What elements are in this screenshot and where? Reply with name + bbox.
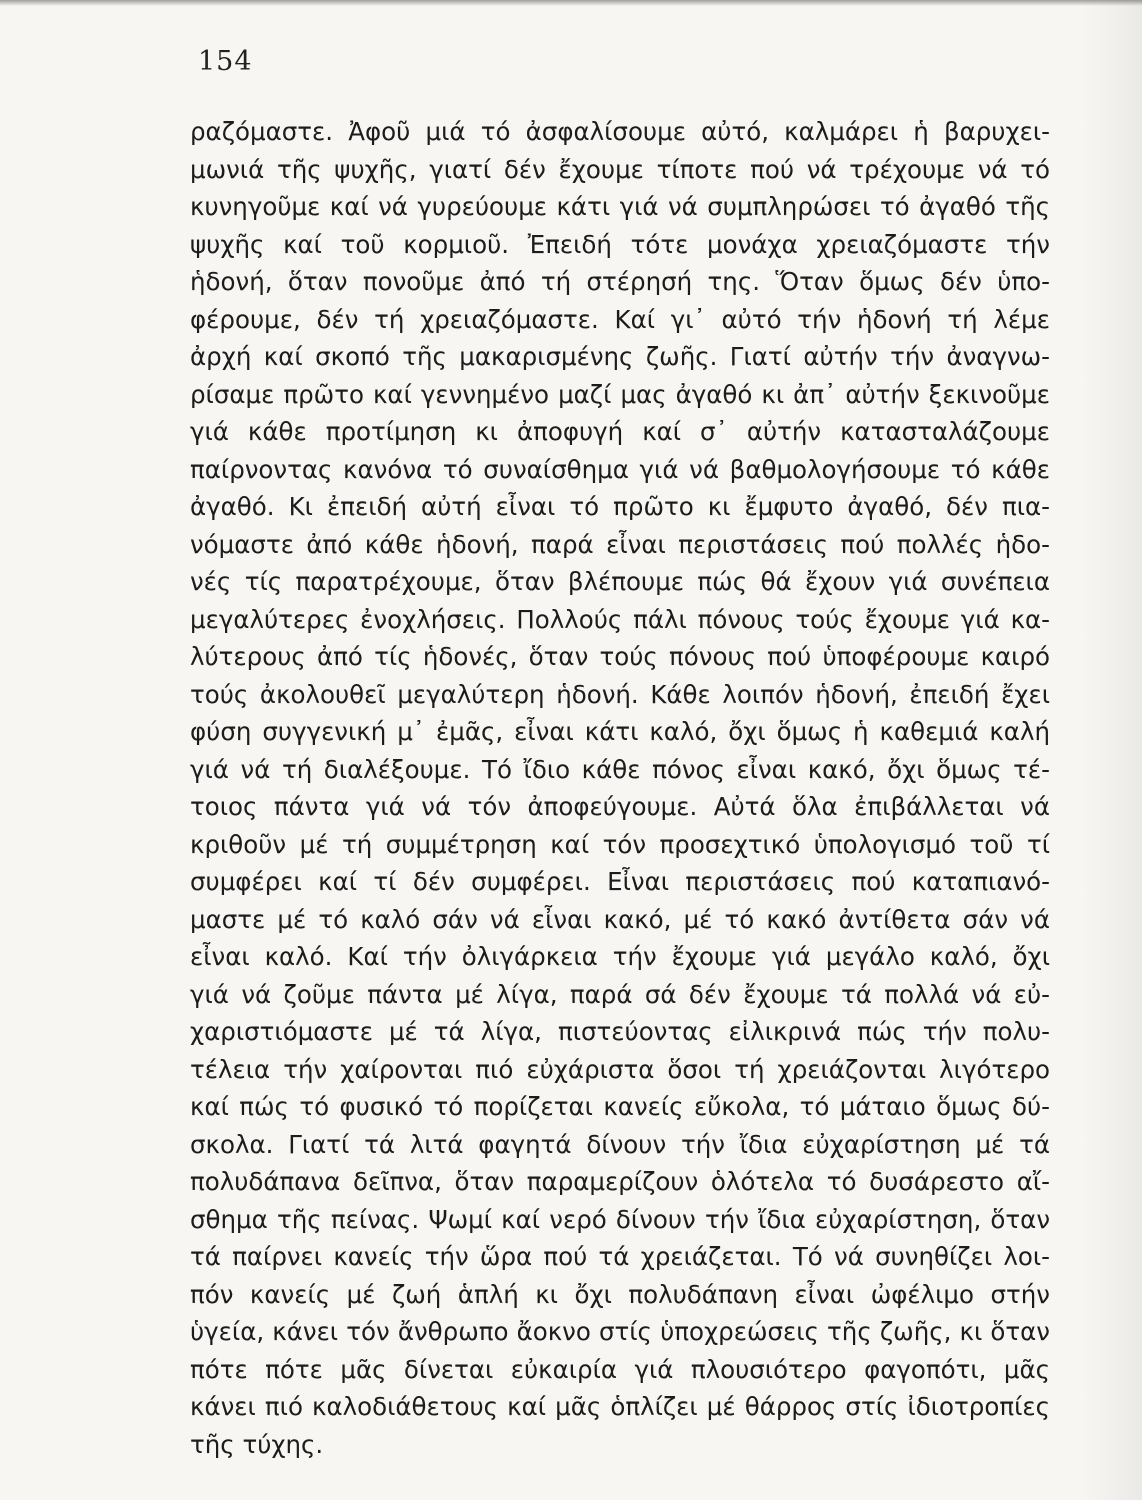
text-line: μωνιά τῆς ψυχῆς, γιατί δέν ἔχουμε τίποτε πού νά τρέχουμε νά τό: [190, 154, 1050, 184]
text-line: ψυχῆς καί τοῦ κορμιοῦ. Ἐπειδή τότε μονάχα χρειαζόμαστε τήν: [190, 229, 1050, 259]
text-line: σθημα τῆς πείνας. Ψωμί καί νερό δίνουν τήν ἴδια εὐχαρίστηση, ὅταν: [190, 1204, 1050, 1234]
text-line: γιά κάθε προτίμηση κι ἀποφυγή καί σ᾽ αὐτήν κατασταλάζουμε: [190, 417, 1050, 446]
text-line: τέλεια τήν χαίρονται πιό εὐχάριστα ὅσοι τή χρειάζονται λιγότερο: [190, 1054, 1050, 1084]
text-line: πόν κανείς μέ ζωή ἁπλή κι ὄχι πολυδάπανη εἶναι ὠφέλιμο στήν: [190, 1279, 1050, 1309]
text-line: λύτερους ἀπό τίς ἡδονές, ὅταν τούς πόνους πού ὑποφέρουμε καιρό: [190, 642, 1050, 671]
scan-top-edge: [0, 0, 1142, 6]
text-line: εἶναι καλό. Καί τήν ὀλιγάρκεια τήν ἔχουμε γιά μεγάλο καλό, ὄχι: [190, 942, 1050, 971]
text-line: φέρουμε, δέν τή χρειαζόμαστε. Καί γι᾽ αὐτό τήν ἡδονή τή λέμε: [190, 304, 1050, 334]
text-line: φύση συγγενική μ᾽ ἐμᾶς, εἶναι κάτι καλό, ὄχι ὅμως ἡ καθεμιά καλή: [190, 717, 1050, 746]
text-line: συμφέρει καί τί δέν συμφέρει. Εἶναι περιστάσεις πού καταπιανό-: [190, 867, 1050, 896]
text-line: νόμαστε ἀπό κάθε ἡδονή, παρά εἶναι περιστάσεις πού πολλές ἡδο-: [190, 529, 1050, 559]
text-line: κάνει πιό καλοδιάθετους καί μᾶς ὁπλίζει μέ θάρρος στίς ἰδιοτροπίες: [190, 1392, 1050, 1421]
text-line-last: τῆς τύχης.: [190, 1429, 324, 1459]
text-line: τοιος πάντα γιά νά τόν ἀποφεύγουμε. Αὐτά ὅλα ἐπιβάλλεται νά: [190, 792, 1050, 821]
text-line: καί πώς τό φυσικό τό πορίζεται κανείς εὔκολα, τό μάταιο ὅμως δύ-: [190, 1092, 1050, 1121]
text-line: ἡδονή, ὅταν πονοῦμε ἀπό τή στέρησή της. Ὅταν ὅμως δέν ὑπο-: [190, 267, 1050, 296]
text-line: μεγαλύτερες ἐνοχλήσεις. Πολλούς πάλι πόνους τούς ἔχουμε γιά κα-: [190, 604, 1050, 634]
text-line: παίρνοντας κανόνα τό συναίσθημα γιά νά βαθμολογήσουμε τό κάθε: [190, 454, 1050, 484]
text-line: κριθοῦν μέ τή συμμέτρηση καί τόν προσεχτικό ὑπολογισμό τοῦ τί: [190, 829, 1050, 859]
text-line: σκολα. Γιατί τά λιτά φαγητά δίνουν τήν ἴδια εὐχαρίστηση μέ τά: [190, 1129, 1050, 1159]
text-line: τά παίρνει κανείς τήν ὥρα πού τά χρειάζεται. Τό νά συνηθίζει λοι-: [190, 1242, 1050, 1271]
text-line: γιά νά ζοῦμε πάντα μέ λίγα, παρά σά δέν ἔχουμε τά πολλά νά εὐ-: [190, 979, 1050, 1009]
text-line: τούς ἀκολουθεῖ μεγαλύτερη ἡδονή. Κάθε λοιπόν ἡδονή, ἐπειδή ἔχει: [190, 679, 1050, 709]
text-line: κυνηγοῦμε καί νά γυρεύουμε κάτι γιά νά συμπληρώσει τό ἀγαθό τῆς: [190, 192, 1050, 221]
body-text: [190, 113, 1050, 1463]
text-line: πολυδάπανα δεῖπνα, ὅταν παραμερίζουν ὁλότελα τό δυσάρεστο αἴ-: [190, 1167, 1050, 1196]
text-line: ραζόμαστε. Ἀφοῦ μιά τό ἀσφαλίσουμε αὐτό, καλμάρει ἡ βαρυχει-: [190, 117, 1050, 146]
text-line: πότε πότε μᾶς δίνεται εὐκαιρία γιά πλουσιότερο φαγοπότι, μᾶς: [190, 1354, 1050, 1384]
text-line: νές τίς παρατρέχουμε, ὅταν βλέπουμε πώς θά ἔχουν γιά συνέπεια: [190, 567, 1050, 596]
text-line: γιά νά τή διαλέξουμε. Τό ἴδιο κάθε πόνος εἶναι κακό, ὄχι ὅμως τέ-: [190, 754, 1050, 784]
text-line: χαριστιόμαστε μέ τά λίγα, πιστεύοντας εἰλικρινά πώς τήν πολυ-: [190, 1017, 1050, 1046]
text-line: ὑγεία, κάνει τόν ἄνθρωπο ἄοκνο στίς ὑποχρεώσεις τῆς ζωῆς, κι ὅταν: [190, 1317, 1050, 1346]
page-edge-shadow: [1082, 0, 1142, 1500]
text-line: ἀγαθό. Κι ἐπειδή αὐτή εἶναι τό πρῶτο κι ἔμφυτο ἀγαθό, δέν πια-: [190, 492, 1050, 521]
text-line: ἀρχή καί σκοπό τῆς μακαρισμένης ζωῆς. Γιατί αὐτήν τήν ἀναγνω-: [190, 342, 1050, 371]
text-line: ρίσαμε πρῶτο καί γεννημένο μαζί μας ἀγαθό κι ἀπ᾽ αὐτήν ξεκινοῦμε: [190, 379, 1050, 409]
page-number: 154: [198, 46, 253, 77]
text-line: μαστε μέ τό καλό σάν νά εἶναι κακό, μέ τό κακό ἀντίθετα σάν νά: [190, 904, 1050, 934]
